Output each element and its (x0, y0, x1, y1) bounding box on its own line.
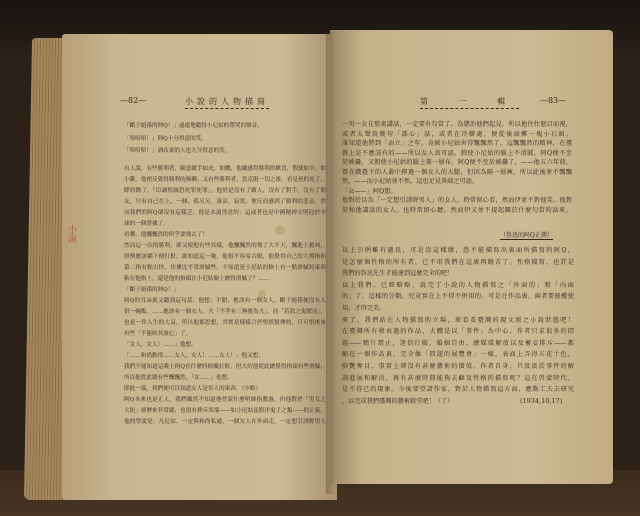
text-line: 「斷子絕孫的阿Q！」 (124, 287, 179, 293)
text-line: 所以他從此總有些飄飄然，「女……」他想。 (124, 375, 234, 381)
text-line: 以上引例雖有過長，可是沒這樣做，恐不能描寫出裏面所描寫的阿Q， (342, 247, 574, 254)
right-text-block-2 (342, 245, 574, 407)
text-line: 剖進展和解決，再有甚麼時間能夠去顧及性格的描寫呢？這在啓蒙時代， (342, 374, 574, 382)
text-line: 我們的魯迅先生才能達到這麼完全的吧！ (342, 270, 454, 278)
text-line: 他對於以為「一定想引誘野男人」的女人，時常留心看，然而伊並不對他笑。他對 (342, 197, 572, 204)
text-line: 鮮艷奪目，事實上卻沒有甚麼藝術的價值。作者自身，只汲汲於事件的解 (342, 362, 574, 370)
text-line: 或者大聲說幾句「誅心」話，或者在冷僻處，便從後面擲一塊小石頭。 (342, 130, 572, 138)
right-running-title: 第 一 輯 (420, 96, 519, 109)
text-line: 曾在戲臺下的人叢中擰過一個女人的大腿，但因為隔一層褲，所以此後並不飄飄 (342, 168, 572, 176)
text-line: 「女人，女人！……」他想。 (124, 342, 197, 348)
right-page-number: —83— (540, 96, 567, 105)
text-line: 於被蠱，又假使小尼姑的臉上蓋一層布，阿Q便不至於被蠱了，——他五六年前， (342, 159, 572, 166)
text-line: 也是一件人生的大哀，所以他那思想，其實是樣樣合於聖經賢傳的，只可惜後來 (124, 320, 326, 326)
text-line: 有人說，有些勝利者，願意敵手如虎，如鷹，他纔感得勝利的歡喜，假使如羊，如 (124, 166, 326, 172)
left-page-number: —82— (120, 96, 147, 105)
text-line: 在臺灣所有發表過的作品，大體是以「事件」為中心。作者只求很多的問 (342, 328, 574, 336)
text-line: 照例應該躺下便打鼾。誰知道這一晚，他很不容易合眼，他覺得自己的大拇指和 (124, 254, 326, 260)
left-text-block-1 (124, 120, 324, 158)
text-line: 「哈哈哈！」酒店裏的人也九分得意的笑。 (124, 148, 231, 154)
text-line: 是怎麼個性格的所有者，已不用我們在這裏再饒舌了。性格描寫，也許是 (342, 258, 574, 266)
text-line: 看哪，他飄飄然的似乎要飛去了！ (124, 232, 208, 238)
text-line: 球的一個證據了。 (124, 221, 169, 227)
text-line: 阿Q的耳朵裏又聽到這句話。他想：不錯，應該有一個女人，斷子絕孫便沒有人 (124, 298, 326, 304)
text-line: 即此一端，我們便可以知道女人是害人的東西。（中略） (124, 386, 262, 392)
text-line: 大防」卻歷來非常嚴，也很有排斥異端——如小尼姑及假洋鬼子之類——的正氣。 (124, 408, 326, 414)
right-text-block-1 (342, 120, 572, 215)
text-line: 而我們的阿Q卻沒有這樣乏，他是永遠得意的：這或者也是中國精神文明冠於全 (124, 210, 326, 216)
left-text-block-2 (124, 164, 326, 428)
essay-date: (1934,10,17) (520, 397, 563, 405)
text-line: 誰知道他將到「而立」之年，竟被小尼姑害得飄飄然了。這飄飄然的精神，在禮 (342, 140, 572, 147)
text-line: 然，——而小尼姑並不然，這也足見異端之可惡。 (342, 178, 479, 185)
left-running-title: 小說的人物描寫 (185, 96, 269, 109)
text-line: 然而這一次的勝利，卻又使他有些異樣。他飄飄然的飛了大半天，飄進土穀祠， (124, 243, 326, 249)
handwritten-margin-note: 小說 (66, 225, 76, 243)
book-spine (326, 32, 336, 494)
text-line: 縮在一個作品裏，完全像「問題的展覽會」一樣，表面上弄得五花十色， (342, 351, 574, 359)
text-line: 「哈哈哈！」阿Q十分得意的笑。 (124, 135, 207, 142)
text-line: 降的降了，「臣誠惶誠恐死罪死罪」，他於是沒有了敵人，沒有了對手，沒有了朋 (124, 188, 326, 194)
text-line: 用，才得完美。 (342, 304, 386, 312)
text-line: 題——鴉片禁止，迷信打破，婚姻自由，總媒媒解放以及蓄妾排斥——都 (342, 339, 574, 347)
text-line: 於和他講話的女人，也時常留心聽，然而伊又並不提起關於什麼勾當的話來。 (342, 206, 572, 214)
quote-source: （魯迅的阿Q正傳） (500, 232, 553, 239)
text-line: 粘在他指上，還是他的指頭在小尼姑臉上磨得滑膩了？…… (124, 276, 270, 282)
text-line: 「女——」阿Q想。 (342, 187, 397, 195)
text-line: 「斷子絕孫的阿Q！」遠遠地聽得小尼姑的帶哭的聲音。 (124, 123, 263, 129)
text-line: 「……和尚動得……女人，女人！……女人！」他又想。 (124, 353, 264, 359)
text-line: 我們不能知道這晚上阿Q在什麼時候纔打鼾。但大約他從此總覺得指頭有些滑膩， (124, 364, 326, 370)
text-line: 是不得已的現象。今後要望諸作家，對於人物描寫這方面，應點工夫去研究 (342, 386, 574, 394)
text-line: 一男一女在那裏講話，一定要有勾當了。為懲治他們起見，所以他往往怒目而視， (342, 121, 572, 128)
text-line: 友，只有自己在上，一個，孤另另，淒涼，寂寞，便反而感到了勝利的悲哀。然 (124, 199, 326, 205)
text-line: 他的學說是：凡尼姑，一定與和尚私通，一個女人在外面走，一定想引誘野男人 (124, 419, 326, 425)
text-line: 的」了。這樣的分類，究竟實在上不得不併用的。可是在作品裏，兩者要能權使 (342, 293, 574, 301)
text-line: 小雞，他便反覺得勝利的無聊。又有些勝利者，當克服一切之後，看見死的死了， (124, 177, 326, 183)
text-line: 來了，我們站在人物描寫的立場，來看看臺灣的現文壇之小說狀態吧！ (342, 316, 574, 324)
text-line: 有些「不能收其放心」了。 (124, 331, 192, 337)
text-line: 供一碗飯，……應該有一個女人。夫「不孝有三無後為大」，而「若敖之鬼餒而」， (124, 309, 326, 315)
text-line: 阿Q本來也是正人，我們雖然不知道他曾蒙什麼明師指教過，但他對於「男女之 (124, 397, 326, 403)
text-line: 教上是不應該有的——所以女人真可惡，假使小尼姑的臉上不滑膩，阿Q便不至 (342, 149, 572, 157)
text-line: 第二指有點古怪，彷彿比平常滑膩些。不知道是小尼姑的臉上有一點滑膩的東西 (124, 265, 326, 271)
text-line: ，以完成我們臺灣的藝術殿堂吧！（了） (342, 397, 454, 405)
text-line: 以上我們，已經略略，說完了小說的人物描寫之「外面的」和「內面 (342, 281, 574, 289)
